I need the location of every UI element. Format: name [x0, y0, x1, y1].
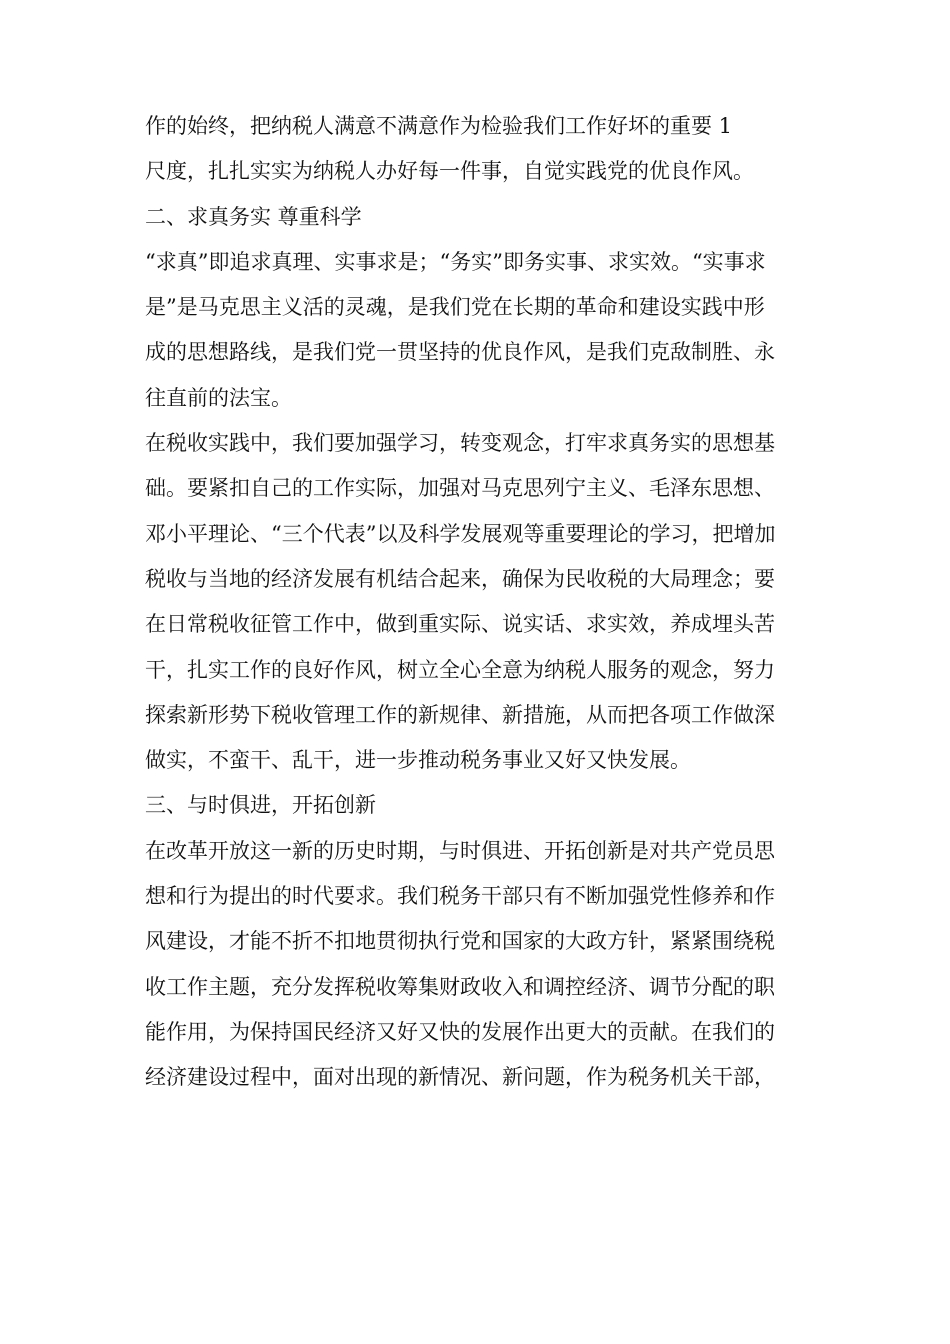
text-line: 收工作主题，充分发挥税收筹集财政收入和调控经济、调节分配的职 [145, 974, 775, 999]
text-line: 础。要紧扣自己的工作实际，加强对马克思列宁主义、毛泽东思想、 [145, 476, 775, 501]
text-line: 经济建设过程中，面对出现的新情况、新问题，作为税务机关干部， [145, 1065, 775, 1090]
text-line: 在税收实践中，我们要加强学习，转变观念，打牢求真务实的思想基 [145, 431, 775, 456]
text-line: 探索新形势下税收管理工作的新规律、新措施，从而把各项工作做深 [145, 702, 775, 727]
text-line: “求真”即追求真理、实事求是；“务实”即务实事、求实效。“实事求 [145, 249, 766, 274]
text-line: 税收与当地的经济发展有机结合起来，确保为民收税的大局理念；要 [145, 566, 775, 591]
text-line: 干，扎实工作的良好作风，树立全心全意为纳税人服务的观念，努力 [145, 657, 775, 682]
text-line: 成的思想路线，是我们党一贯坚持的优良作风，是我们克敌制胜、永 [145, 340, 775, 365]
text-line: 尺度，扎扎实实为纳税人办好每一件事，自觉实践党的优良作风。 [145, 159, 754, 184]
text-line: 能作用，为保持国民经济又好又快的发展作出更大的贡献。在我们的 [145, 1019, 775, 1044]
text-line: 邓小平理论、“三个代表”以及科学发展观等重要理论的学习，把增加 [145, 521, 776, 546]
text-line: 是”是马克思主义活的灵魂，是我们党在长期的革命和建设实践中形 [145, 295, 765, 320]
text-line: 作的始终，把纳税人满意不满意作为检验我们工作好坏的重要 1 [145, 114, 733, 138]
section-heading: 二、求真务实 尊重科学 [145, 204, 362, 229]
text-line: 风建设，才能不折不扣地贯彻执行党和国家的大政方针，紧紧围绕税 [145, 929, 775, 954]
text-line: 做实，不蛮干、乱干，进一步推动税务事业又好又快发展。 [145, 748, 691, 773]
text-line: 在日常税收征管工作中，做到重实际、说实话、求实效，养成埋头苦 [145, 612, 775, 637]
document-body [145, 104, 825, 1101]
text-line: 想和行为提出的时代要求。我们税务干部只有不断加强党性修养和作 [145, 884, 775, 909]
text-line: 往直前的法宝。 [145, 385, 292, 410]
text-line: 在改革开放这一新的历史时期，与时俱进、开拓创新是对共产党员思 [145, 838, 775, 863]
section-heading: 三、与时俱进，开拓创新 [145, 793, 376, 818]
